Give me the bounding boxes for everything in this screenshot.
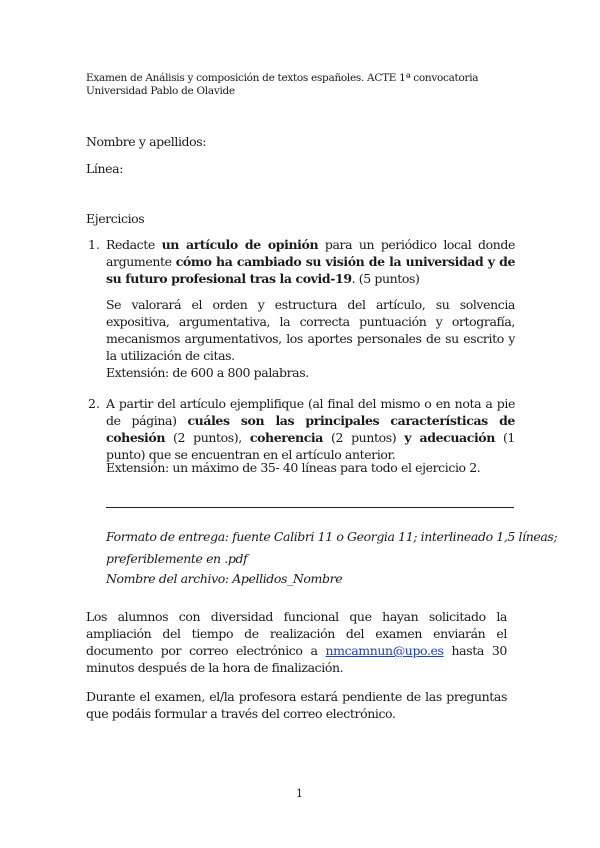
separator-line — [106, 507, 514, 508]
page-number: 1 — [296, 787, 303, 800]
section-title: Ejercicios — [86, 211, 145, 226]
exercise-1-criteria: Se valorará el orden y estructura del artículo, su solvencia expositiva, argumentativa, la correcta puntuación y ortografía, mecanismos argumentativos, los aportes personales de su escrito y la utilización de citas. — [106, 297, 515, 363]
accessibility-note-text: hasta 30 minutos después de la hora de finalización. — [86, 643, 507, 675]
email-link[interactable]: nmcamnun@upo.es — [325, 643, 444, 658]
name-field-label: Nombre y apellidos: — [86, 134, 207, 149]
exercise-2-points: (2 puntos) — [322, 430, 405, 445]
file-name-note: Nombre del archivo: Apellidos_Nombre — [106, 571, 343, 586]
exercise-1-text: para un periódico local donde argumente — [106, 237, 515, 269]
exercise-2-number: 2. — [88, 396, 100, 411]
exercise-2-text: (1 punto) que se encuentran en el artículo anterior. — [106, 430, 515, 462]
exercise-2-length: Extensión: un máximo de 35- 40 líneas para todo el ejercicio 2. — [106, 460, 481, 475]
exercise-2-text: A partir del artículo ejemplifique (al final del mismo o en nota a pie de página) — [106, 396, 515, 428]
exercise-2-bold-cohesion: cuáles son las principales características de cohesión — [106, 413, 515, 445]
exercise-2-statement — [106, 395, 515, 463]
exercise-2-bold-coherence: coherencia — [249, 430, 323, 445]
exam-questions-note: Durante el examen, el/la profesora estará pendiente de las preguntas que podáis formular a través del correo electrónico. — [86, 689, 507, 721]
exercise-1-number: 1. — [88, 237, 100, 252]
exercise-1-bold-topic: cómo ha cambiado su visión de la universidad y de su futuro profesional tras la covid-19 — [106, 254, 515, 286]
exercise-2-bold-adequacy: y adecuación — [404, 430, 495, 445]
exercise-1-statement — [106, 236, 515, 287]
exercise-1-length: Extensión: de 600 a 800 palabras. — [106, 365, 309, 380]
exam-header-title: Examen de Análisis y composición de textos españoles. ACTE 1ª convocatoria — [86, 72, 479, 84]
exercise-1-points: . (5 puntos) — [351, 271, 420, 286]
exercise-1-text: Redacte — [106, 237, 162, 252]
exercise-2-points: (2 puntos), — [165, 430, 250, 445]
accessibility-note-text: Los alumnos con diversidad funcional que hayan solicitado la ampliación del tiempo de realización del examen enviarán el documento por correo electrónico a — [86, 609, 507, 658]
exam-header-university: Universidad Pablo de Olavide — [86, 85, 235, 97]
format-note-line-1: Formato de entrega: fuente Calibri 11 o Georgia 11; interlineado 1,5 líneas; — [106, 529, 558, 544]
format-note-line-2: preferiblemente en .pdf — [106, 551, 248, 566]
exercise-1-bold-article: un artículo de opinión — [161, 237, 319, 252]
line-field-label: Línea: — [86, 161, 124, 176]
accessibility-note — [86, 608, 507, 676]
